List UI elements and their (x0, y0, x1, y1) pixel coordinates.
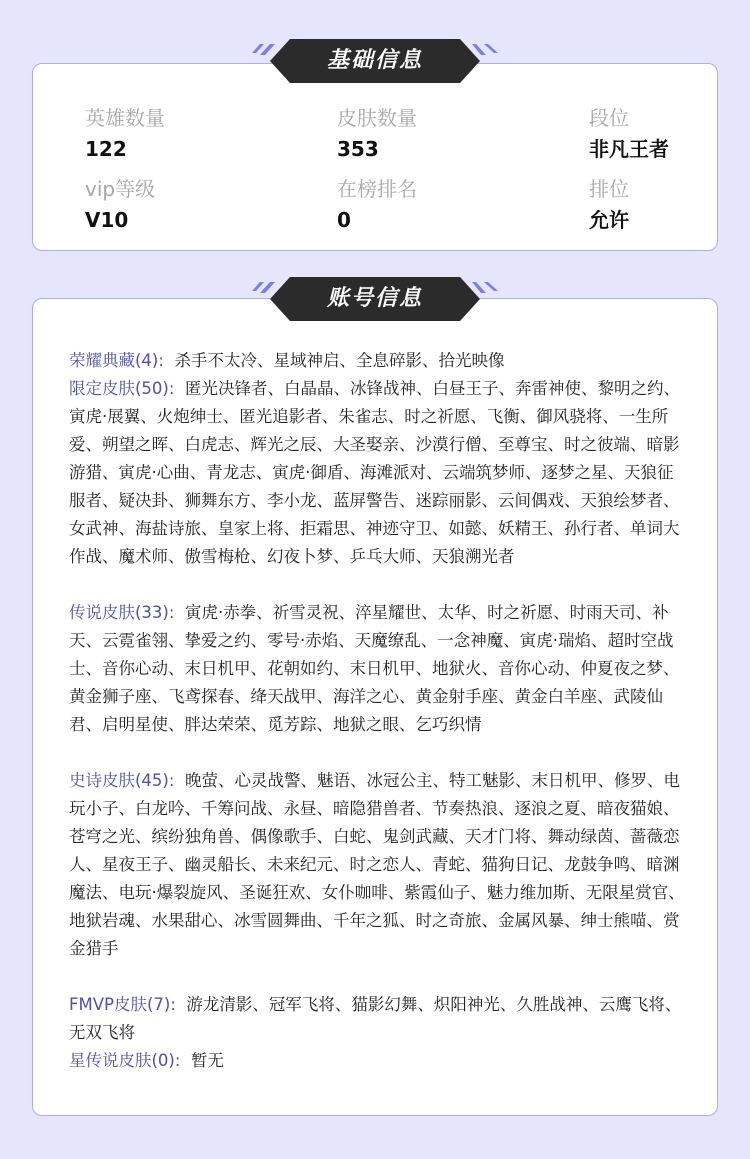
stat-label: vip等级 (85, 177, 156, 201)
spacer (69, 739, 689, 767)
skin-category-legend (69, 599, 689, 739)
category-items: 暂无 (190, 1051, 224, 1070)
category-label: 星传说皮肤(0): (69, 1051, 181, 1070)
skin-category-fmvp (69, 991, 689, 1047)
skin-category-star-legend (69, 1047, 689, 1075)
skin-list (69, 347, 689, 1075)
category-label: 传说皮肤(33): (69, 603, 175, 622)
skin-category-epic (69, 767, 689, 963)
spacer (69, 571, 689, 599)
stat-value: 非凡王者 (589, 137, 669, 161)
basic-info-card (32, 63, 718, 251)
stat-ranked-allowed (589, 175, 750, 235)
section-title: 基础信息 (326, 48, 423, 73)
stat-vip-level (85, 175, 285, 235)
stat-label: 段位 (589, 106, 629, 130)
stat-label: 皮肤数量 (337, 106, 417, 130)
stat-leaderboard-rank (337, 175, 537, 235)
stat-value: 0 (337, 208, 351, 232)
category-label: 荣耀典藏(4): (69, 351, 164, 370)
stat-value: 允许 (589, 208, 629, 232)
stat-label: 排位 (589, 177, 629, 201)
category-items: 杀手不太冷、星域神启、全息碎影、拾光映像 (174, 351, 505, 370)
skin-category-glory (69, 347, 689, 375)
stat-skin-count (337, 104, 537, 164)
basic-info-tab (250, 38, 500, 84)
stat-rank-tier (589, 104, 750, 164)
account-info-card (32, 298, 718, 1116)
stat-value: 122 (85, 137, 127, 161)
spacer (69, 963, 689, 991)
category-label: FMVP皮肤(7): (69, 995, 176, 1014)
stat-label: 英雄数量 (85, 106, 165, 130)
category-items: 晚萤、心灵战警、魅语、冰冠公主、特工魅影、末日机甲、修罗、电玩小子、白龙吟、千筹问战、永昼、暗隐猎兽者、节奏热浪、逐浪之夏、暗夜猫娘、苍穹之光、缤纷独角兽、偶像歌手、白蛇、鬼剑武藏、天才门将、舞动绿茵、蔷薇恋人、星夜王子、幽灵船长、未来纪元、时之恋人、青蛇、猫狗日记、龙鼓争鸣、暗渊魔法、电玩·爆裂旋风、圣诞狂欢、女仆咖啡、紫霞仙子、魅力维加斯、无限星赏官、地狱岩魂、水果甜心、冰雪圆舞曲、千年之狐、时之奇旅、金属风暴、绅士熊喵、赏金猎手 (69, 771, 685, 958)
category-label: 史诗皮肤(45): (69, 771, 175, 790)
section-title: 账号信息 (326, 286, 423, 311)
stat-label: 在榜排名 (337, 177, 417, 201)
stat-value: 353 (337, 137, 379, 161)
category-label: 限定皮肤(50): (69, 379, 175, 398)
stat-value: V10 (85, 208, 129, 232)
category-items: 匿光决锋者、白晶晶、冰锋战神、白昼王子、奔雷神使、黎明之约、寅虎·展翼、火炮绅士、匿光追影者、朱雀志、时之祈愿、飞衡、御风骁将、一生所爱、朔望之晖、白虎志、辉光之辰、大圣娶亲、沙漠行僧、至尊宝、时之彼端、暗影游猎、寅虎·心曲、青龙志、寅虎·御盾、海滩派对、云端筑梦师、逐梦之星、天狼征服者、疑决卦、狮舞东方、李小龙、蓝屏警告、迷踪丽影、云间偶戏、天狼绘梦者、女武神、海盐诗旅、皇家上将、拒霜思、神迹守卫、如懿、妖精王、孙行者、单词大作战、魔术师、傲雪梅枪、幻夜卜梦、乒乓大师、天狼溯光者 (69, 379, 680, 566)
account-info-tab (250, 276, 500, 322)
stat-hero-count (85, 104, 285, 164)
skin-category-limited (69, 375, 689, 571)
category-items: 游龙清影、冠军飞将、猫影幻舞、炽阳神光、久胜战神、云鹰飞将、无双飞将 (69, 995, 682, 1042)
category-items: 寅虎·赤拳、祈雪灵祝、淬星耀世、太华、时之祈愿、时雨天司、补天、云霓雀翎、挚爱之约、零号·赤焰、天魔缭乱、一念神魔、寅虎·瑞焰、超时空战士、音你心动、末日机甲、花朝如约、末日机甲、地狱火、音你心动、仲夏夜之梦、黄金狮子座、飞鸢探春、绛天战甲、海洋之心、黄金射手座、黄金白羊座、武陵仙君、启明星使、胖达荣荣、觅芳踪、地狱之眼、乞巧织情 (69, 603, 680, 734)
